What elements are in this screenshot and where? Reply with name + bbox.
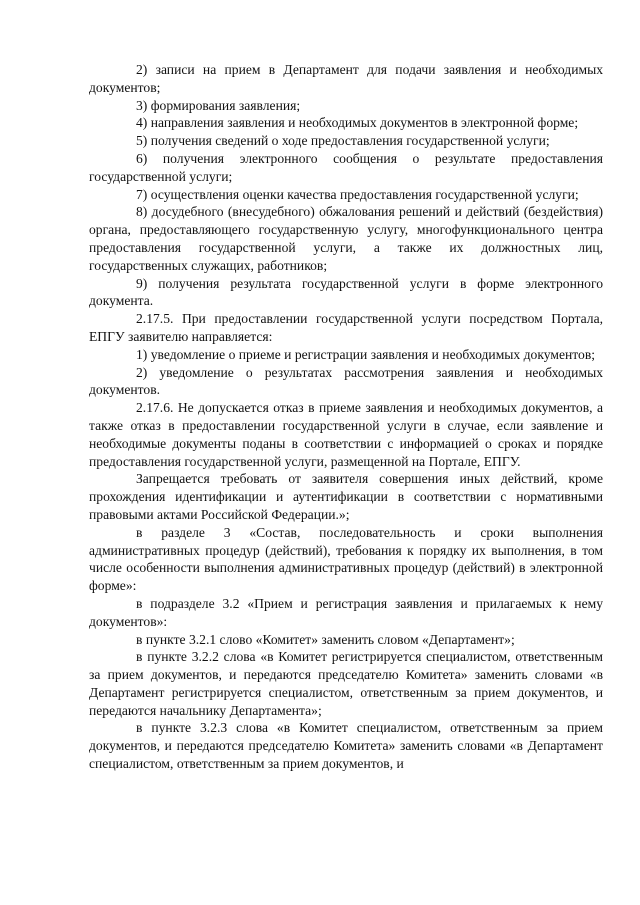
paragraph-6: 7) осуществления оценки качества предоставления государственной услуги;: [136, 186, 579, 202]
document-page: [89, 61, 603, 773]
paragraph-12: 2.17.6. Не допускается отказ в приеме заявления и необходимых документов, а также отказ в предоставлении государственной услуги в случае, если заявление и необходимые документы поданы в соответствии с информацией о сроках и порядке предоставления государственной услуги, размещенной на Портале, ЕПГУ.: [89, 400, 603, 469]
paragraph-2: 3) формирования заявления;: [136, 97, 301, 113]
paragraph-15: в подразделе 3.2 «Прием и регистрация заявления и прилагаемых к нему документов»:: [89, 595, 603, 629]
paragraph-7: 8) досудебного (внесудебного) обжалования решений и действий (бездействия) органа, предоставляющего государственную услугу, многофункционального центра предоставления государственной услуги, а также их должностных лиц, государственных служащих, работников;: [89, 204, 603, 273]
paragraph-18: в пункте 3.2.3 слова «в Комитет специалистом, ответственным за прием документов, и передаются председателю Комитета» заменить словами «в Департамент специалистом, ответственным за прием документов, и: [89, 720, 603, 772]
paragraph-14: в разделе 3 «Состав, последовательность и сроки выполнения административных процедур (действий), требования к порядку их выполнения, в том числе особенности выполнения административных процедур (действий) в электронной форме»:: [89, 524, 603, 594]
paragraph-9: 2.17.5. При предоставлении государственной услуги посредством Портала, ЕПГУ заявителю направляется:: [89, 311, 603, 344]
paragraph-10: 1) уведомление о приеме и регистрации заявления и необходимых документов;: [136, 346, 596, 362]
paragraph-16: в пункте 3.2.1 слово «Комитет» заменить словом «Департамент»;: [136, 631, 515, 647]
paragraph-4: 5) получения сведений о ходе предоставления государственной услуги;: [136, 133, 550, 149]
paragraph-13: Запрещается требовать от заявителя совершения иных действий, кроме прохождения идентификации и аутентификации в соответствии с нормативными правовыми актами Российской Федерации.»;: [89, 471, 603, 522]
paragraph-17: в пункте 3.2.2 слова «в Комитет регистрируется специалистом, ответственным за прием документов, и передаются председателю Комитета» заменить словами «в Департамент регистрируется специалистом, ответственным за прием документов, и передаются начальнику Департамента»;: [89, 649, 603, 718]
paragraph-1: 2) записи на прием в Департамент для подачи заявления и необходимых документов;: [89, 62, 603, 95]
paragraph-11: 2) уведомление о результатах рассмотрения заявления и необходимых документов.: [89, 364, 603, 398]
paragraph-5: 6) получения электронного сообщения о результате предоставления государственной услуги;: [89, 150, 603, 184]
paragraph-8: 9) получения результата государственной услуги в форме электронного документа.: [89, 275, 603, 309]
paragraph-3: 4) направления заявления и необходимых документов в электронной форме;: [136, 115, 579, 131]
